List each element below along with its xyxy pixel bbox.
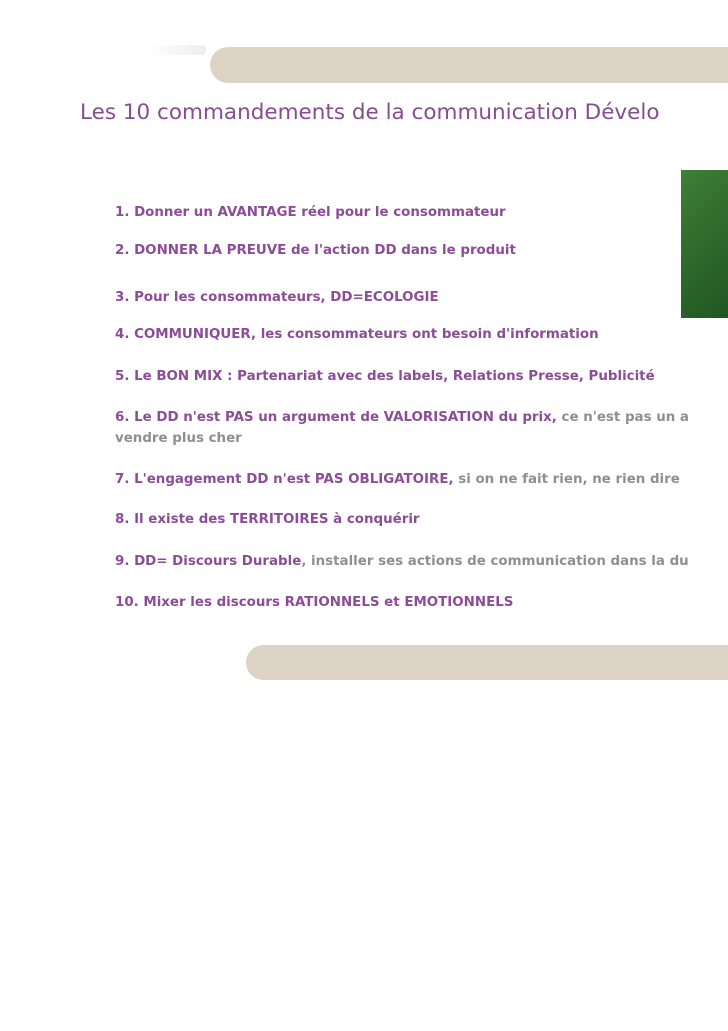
item-rest-text: ce n'est pas un a <box>556 410 689 425</box>
item-continuation-text: vendre plus cher <box>115 431 242 446</box>
item-rest-text: , installer ses actions de communication dans la du <box>301 554 689 569</box>
item-main-text: 2. DONNER LA PREUVE de l'action DD dans le produit <box>115 243 516 258</box>
list-item <box>115 551 689 572</box>
list-item <box>115 287 439 308</box>
item-main-text: 7. L'engagement DD n'est PAS OBLIGATOIRE, <box>115 472 454 487</box>
bottom-decorative-bar <box>246 645 728 680</box>
list-item <box>115 202 506 223</box>
list-item <box>115 592 513 613</box>
list-item <box>115 366 655 387</box>
page-title: Les 10 commandements de la communication Dévelo <box>80 100 660 125</box>
list-item <box>115 469 680 490</box>
item-main-text: 4. COMMUNIQUER, les consommateurs ont besoin d'information <box>115 327 599 342</box>
item-main-text: 3. Pour les consommateurs, DD=ECOLOGIE <box>115 290 439 305</box>
green-image-panel <box>681 170 728 318</box>
item-main-text: 10. Mixer les discours RATIONNELS et EMOTIONNELS <box>115 595 514 610</box>
item-main-text: 9. DD= Discours Durable <box>115 554 302 569</box>
item-main-text: 1. Donner un AVANTAGE réel pour le consommateur <box>115 205 506 220</box>
list-item <box>115 407 689 449</box>
list-item <box>115 509 420 530</box>
item-rest-text: si on ne fait rien, ne rien dire <box>453 472 680 487</box>
item-main-text: 5. Le BON MIX : Partenariat avec des labels, Relations Presse, Publicité <box>115 369 655 384</box>
list-item <box>115 324 599 345</box>
list-item <box>115 240 516 261</box>
item-main-text: 6. Le DD n'est PAS un argument de VALORISATION du prix, <box>115 410 557 425</box>
item-main-text: 8. Il existe des TERRITOIRES à conquérir <box>115 512 420 527</box>
top-decorative-bar <box>210 47 728 83</box>
